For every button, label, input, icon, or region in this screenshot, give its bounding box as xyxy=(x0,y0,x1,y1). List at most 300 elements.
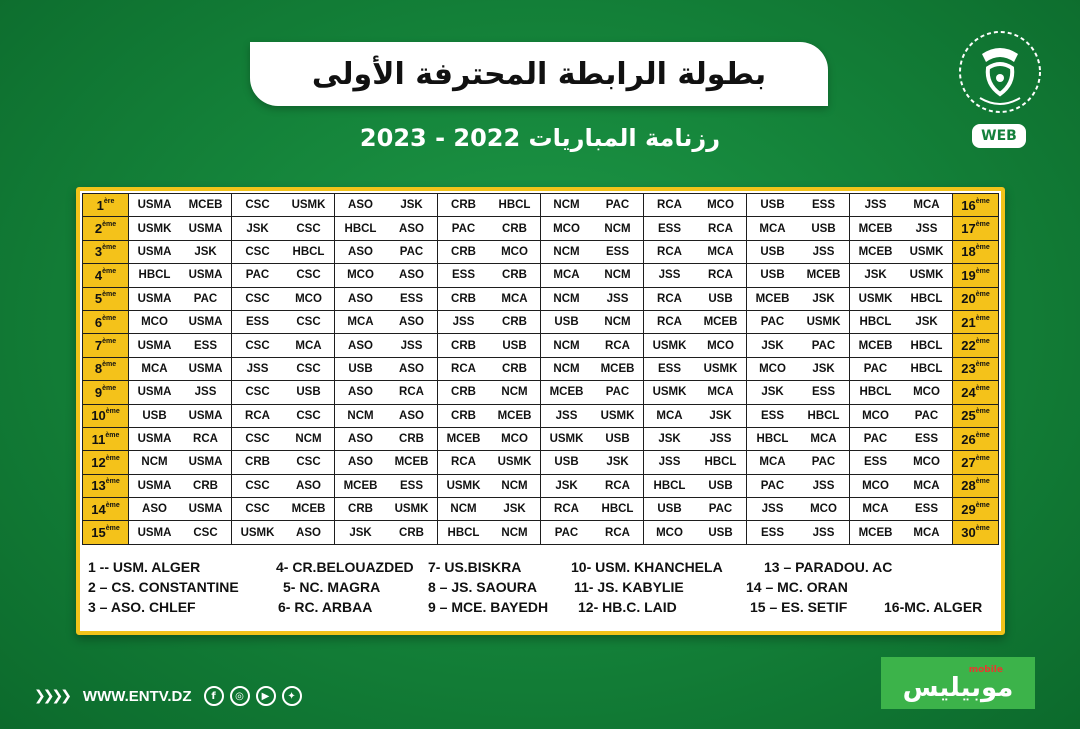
away-team: USMA xyxy=(180,404,232,427)
away-team: USMK xyxy=(386,498,438,521)
round-suffix: ème xyxy=(102,314,117,322)
round-label xyxy=(83,474,129,497)
legend-item: 15 – ES. SETIF xyxy=(750,599,848,615)
home-team: MCA xyxy=(850,498,902,521)
round-label xyxy=(83,498,129,521)
home-team: MCO xyxy=(850,474,902,497)
away-team: RCA xyxy=(180,427,232,450)
away-team: USMA xyxy=(180,451,232,474)
away-team: CRB xyxy=(180,474,232,497)
round-suffix: ème xyxy=(105,501,120,509)
home-team: ASO xyxy=(335,427,387,450)
away-team: MCO xyxy=(695,334,747,357)
home-team: USMK xyxy=(129,217,181,240)
home-team: CRB xyxy=(438,381,490,404)
away-team: USMK xyxy=(798,310,850,333)
away-team: MCEB xyxy=(798,264,850,287)
away-team: PAC xyxy=(798,451,850,474)
round-suffix: ème xyxy=(975,408,990,416)
round-number: 3 xyxy=(94,244,103,260)
home-team: HBCL xyxy=(129,264,181,287)
home-team: CRB xyxy=(438,240,490,263)
legend-item: 5- NC. MAGRA xyxy=(283,579,381,595)
home-team: MCO xyxy=(129,310,181,333)
home-team: PAC xyxy=(747,474,799,497)
away-team: ASO xyxy=(386,264,438,287)
away-team: USMK xyxy=(695,357,747,380)
legend-item: 16-MC. ALGER xyxy=(884,599,983,615)
round-label xyxy=(953,451,999,474)
away-team: USMA xyxy=(180,310,232,333)
home-team: USMA xyxy=(129,240,181,263)
away-team: JSK xyxy=(901,310,953,333)
schedule-sheet xyxy=(76,187,1005,635)
round-suffix: ème xyxy=(975,267,990,275)
round-suffix: ème xyxy=(102,244,117,252)
home-team: JSS xyxy=(232,357,284,380)
round-number: 2 xyxy=(94,221,103,237)
away-team: MCO xyxy=(695,194,747,217)
away-team: PAC xyxy=(180,287,232,310)
round-number: 25 xyxy=(961,408,976,424)
away-team: JSS xyxy=(901,217,953,240)
away-team: JSK xyxy=(180,240,232,263)
away-team: JSS xyxy=(798,474,850,497)
round-label xyxy=(953,357,999,380)
home-team: RCA xyxy=(644,194,696,217)
round-label xyxy=(953,404,999,427)
away-team: MCEB xyxy=(695,310,747,333)
sponsor-logo xyxy=(881,657,1035,709)
home-team: USB xyxy=(541,451,593,474)
away-team: USMK xyxy=(489,451,541,474)
home-team: ESS xyxy=(644,357,696,380)
home-team: CRB xyxy=(232,451,284,474)
away-team: PAC xyxy=(695,498,747,521)
home-team: NCM xyxy=(129,451,181,474)
home-team: ESS xyxy=(850,451,902,474)
home-team: HBCL xyxy=(335,217,387,240)
away-team: PAC xyxy=(386,240,438,263)
home-team: CSC xyxy=(232,194,284,217)
round-label xyxy=(83,521,129,544)
home-team: RCA xyxy=(541,498,593,521)
home-team: JSK xyxy=(232,217,284,240)
round-number: 27 xyxy=(961,454,976,470)
away-team: ESS xyxy=(798,381,850,404)
home-team: USB xyxy=(747,240,799,263)
home-team: PAC xyxy=(850,427,902,450)
away-team: RCA xyxy=(592,521,644,544)
away-team: HBCL xyxy=(901,287,953,310)
round-suffix: ème xyxy=(975,384,990,392)
home-team: CRB xyxy=(438,334,490,357)
away-team: MCEB xyxy=(592,357,644,380)
away-team: JSK xyxy=(798,287,850,310)
home-team: CSC xyxy=(232,334,284,357)
round-label xyxy=(83,357,129,380)
away-team: MCA xyxy=(489,287,541,310)
round-label xyxy=(953,264,999,287)
home-team: CSC xyxy=(232,474,284,497)
home-team: HBCL xyxy=(438,521,490,544)
away-team: USMK xyxy=(283,194,335,217)
round-suffix: ème xyxy=(105,431,120,439)
table-row xyxy=(83,474,999,497)
home-team: RCA xyxy=(644,240,696,263)
home-team: RCA xyxy=(438,451,490,474)
round-suffix: ème xyxy=(105,454,120,462)
home-team: PAC xyxy=(541,521,593,544)
home-team: HBCL xyxy=(850,310,902,333)
youtube-icon[interactable]: ▶ xyxy=(256,686,276,706)
home-team: MCEB xyxy=(541,381,593,404)
home-team: JSS xyxy=(850,194,902,217)
home-team: USB xyxy=(335,357,387,380)
home-team: USMA xyxy=(129,194,181,217)
round-number: 16 xyxy=(961,197,976,213)
home-team: ASO xyxy=(335,240,387,263)
channel-logo-icon xyxy=(952,24,1048,128)
round-suffix: ème xyxy=(975,478,990,486)
round-number: 22 xyxy=(961,338,976,354)
legend-item: 1 -- USM. ALGER xyxy=(88,559,201,575)
round-suffix: ème xyxy=(102,384,117,392)
web-badge: WEB xyxy=(972,124,1026,148)
round-label xyxy=(83,217,129,240)
home-team: USB xyxy=(747,194,799,217)
round-number: 19 xyxy=(961,267,976,283)
round-suffix: ème xyxy=(102,338,117,346)
away-team: NCM xyxy=(489,474,541,497)
away-team: MCA xyxy=(283,334,335,357)
home-team: USMA xyxy=(129,381,181,404)
home-team: MCEB xyxy=(438,427,490,450)
away-team: USMA xyxy=(180,357,232,380)
away-team: HBCL xyxy=(798,404,850,427)
away-team: CSC xyxy=(283,357,335,380)
home-team: HBCL xyxy=(850,381,902,404)
away-team: CSC xyxy=(283,217,335,240)
round-number: 14 xyxy=(91,501,106,517)
away-team: JSK xyxy=(489,498,541,521)
home-team: PAC xyxy=(747,310,799,333)
round-number: 4 xyxy=(94,267,103,283)
home-team: JSK xyxy=(747,334,799,357)
legend-item: 12- HB.C. LAID xyxy=(578,599,677,615)
home-team: CRB xyxy=(438,287,490,310)
round-label xyxy=(953,498,999,521)
page-subtitle: رزنامة المباريات 2022 - 2023 xyxy=(359,124,721,152)
away-team: ASO xyxy=(283,474,335,497)
home-team: MCEB xyxy=(850,240,902,263)
home-team: NCM xyxy=(438,498,490,521)
away-team: ESS xyxy=(592,240,644,263)
table-row xyxy=(83,334,999,357)
away-team: MCEB xyxy=(489,404,541,427)
away-team: CRB xyxy=(386,427,438,450)
home-team: ASO xyxy=(335,287,387,310)
away-team: CSC xyxy=(283,451,335,474)
round-suffix: ème xyxy=(102,221,117,229)
away-team: USB xyxy=(592,427,644,450)
home-team: MCO xyxy=(747,357,799,380)
table-row xyxy=(83,240,999,263)
home-team: USMA xyxy=(129,521,181,544)
home-team: MCA xyxy=(541,264,593,287)
away-team: USMA xyxy=(180,217,232,240)
legend-item: 7- US.BISKRA xyxy=(428,559,522,575)
away-team: MCO xyxy=(489,240,541,263)
table-row xyxy=(83,427,999,450)
table-row xyxy=(83,264,999,287)
home-team: CRB xyxy=(335,498,387,521)
round-label xyxy=(83,381,129,404)
away-team: RCA xyxy=(695,264,747,287)
home-team: MCO xyxy=(335,264,387,287)
away-team: JSK xyxy=(386,194,438,217)
legend-item: 9 – MCE. BAYEDH xyxy=(428,599,549,615)
away-team: USB xyxy=(695,474,747,497)
home-team: CSC xyxy=(232,427,284,450)
round-number: 29 xyxy=(961,501,976,517)
home-team: ASO xyxy=(335,334,387,357)
team-legend xyxy=(88,559,993,631)
round-number: 5 xyxy=(94,291,103,307)
away-team: USB xyxy=(695,287,747,310)
home-team: CRB xyxy=(438,404,490,427)
home-team: MCA xyxy=(747,451,799,474)
round-label xyxy=(83,334,129,357)
instagram-icon[interactable]: ◎ xyxy=(230,686,250,706)
chevrons-icon: ❯❯❯❯ xyxy=(34,688,69,704)
round-label xyxy=(953,334,999,357)
page-title: بطولة الرابطة المحترفة الأولى xyxy=(311,56,767,92)
round-label xyxy=(953,474,999,497)
round-label xyxy=(953,427,999,450)
away-team: USB xyxy=(489,334,541,357)
home-team: CRB xyxy=(438,194,490,217)
away-team: PAC xyxy=(901,404,953,427)
round-suffix: ème xyxy=(105,478,120,486)
round-number: 30 xyxy=(961,525,976,541)
away-team: JSK xyxy=(592,451,644,474)
home-team: ASO xyxy=(129,498,181,521)
round-label xyxy=(953,217,999,240)
home-team: USB xyxy=(541,310,593,333)
home-team: PAC xyxy=(438,217,490,240)
round-label xyxy=(83,194,129,217)
legend-item: 10- USM. KHANCHELA xyxy=(571,559,723,575)
away-team: ASO xyxy=(386,404,438,427)
home-team: USMK xyxy=(438,474,490,497)
sponsor-small-text: mobile xyxy=(968,665,1003,675)
away-team: CRB xyxy=(489,357,541,380)
home-team: NCM xyxy=(541,287,593,310)
round-suffix: ème xyxy=(975,525,990,533)
table-row xyxy=(83,381,999,404)
home-team: NCM xyxy=(541,357,593,380)
round-suffix: ère xyxy=(103,197,115,205)
round-suffix: ème xyxy=(975,291,990,299)
home-team: USMA xyxy=(129,334,181,357)
round-number: 12 xyxy=(91,454,106,470)
away-team: CRB xyxy=(489,217,541,240)
sponsor-name: موبيليس xyxy=(902,673,1014,703)
home-team: USB xyxy=(129,404,181,427)
away-team: NCM xyxy=(489,381,541,404)
twitter-icon[interactable]: ✦ xyxy=(282,686,302,706)
home-team: PAC xyxy=(232,264,284,287)
away-team: HBCL xyxy=(695,451,747,474)
away-team: PAC xyxy=(798,334,850,357)
away-team: JSS xyxy=(695,427,747,450)
legend-item: 2 – CS. CONSTANTINE xyxy=(88,579,239,595)
legend-item: 11- JS. KABYLIE xyxy=(574,579,684,595)
away-team: RCA xyxy=(592,334,644,357)
round-number: 26 xyxy=(961,431,976,447)
away-team: MCA xyxy=(901,474,953,497)
away-team: CSC xyxy=(180,521,232,544)
home-team: RCA xyxy=(438,357,490,380)
home-team: JSK xyxy=(644,427,696,450)
round-suffix: ème xyxy=(975,501,990,509)
home-team: MCO xyxy=(644,521,696,544)
table-row xyxy=(83,521,999,544)
away-team: MCO xyxy=(901,381,953,404)
away-team: USMK xyxy=(901,240,953,263)
table-row xyxy=(83,287,999,310)
away-team: PAC xyxy=(592,194,644,217)
legend-item: 13 – PARADOU. AC xyxy=(764,559,893,575)
round-number: 21 xyxy=(961,314,976,330)
home-team: USMK xyxy=(644,381,696,404)
home-team: CSC xyxy=(232,381,284,404)
away-team: ESS xyxy=(386,474,438,497)
home-team: CSC xyxy=(232,498,284,521)
table-row xyxy=(83,310,999,333)
legend-item: 4- CR.BELOUAZDED xyxy=(276,559,414,575)
away-team: PAC xyxy=(592,381,644,404)
away-team: JSS xyxy=(386,334,438,357)
round-number: 11 xyxy=(91,431,106,447)
away-team: HBCL xyxy=(901,334,953,357)
away-team: NCM xyxy=(592,217,644,240)
home-team: JSS xyxy=(747,498,799,521)
round-number: 10 xyxy=(91,408,106,424)
round-label xyxy=(83,404,129,427)
away-team: CRB xyxy=(386,521,438,544)
home-team: USMA xyxy=(129,474,181,497)
home-team: JSS xyxy=(644,451,696,474)
home-team: ASO xyxy=(335,194,387,217)
away-team: MCEB xyxy=(386,451,438,474)
home-team: MCO xyxy=(850,404,902,427)
round-number: 7 xyxy=(94,338,103,354)
home-team: ESS xyxy=(747,404,799,427)
round-suffix: ème xyxy=(102,361,117,369)
away-team: ESS xyxy=(901,427,953,450)
away-team: RCA xyxy=(386,381,438,404)
home-team: ESS xyxy=(644,217,696,240)
website-link[interactable]: WWW.ENTV.DZ xyxy=(82,687,192,705)
away-team: JSS xyxy=(798,240,850,263)
round-suffix: ème xyxy=(102,267,117,275)
legend-item: 14 – MC. ORAN xyxy=(746,579,848,595)
round-number: 6 xyxy=(94,314,103,330)
home-team: CSC xyxy=(232,240,284,263)
home-team: MCEB xyxy=(850,521,902,544)
round-label xyxy=(83,287,129,310)
round-number: 23 xyxy=(961,361,976,377)
home-team: ASO xyxy=(335,381,387,404)
channel-logo xyxy=(952,24,1048,150)
home-team: JSS xyxy=(644,264,696,287)
round-number: 17 xyxy=(961,221,976,237)
away-team: MCO xyxy=(489,427,541,450)
round-suffix: ème xyxy=(975,197,990,205)
away-team: USB xyxy=(695,521,747,544)
round-number: 24 xyxy=(961,384,976,400)
table-row xyxy=(83,498,999,521)
away-team: CSC xyxy=(283,310,335,333)
home-team: MCEB xyxy=(747,287,799,310)
home-team: USB xyxy=(644,498,696,521)
away-team: ESS xyxy=(901,498,953,521)
home-team: USMK xyxy=(541,427,593,450)
round-label xyxy=(953,194,999,217)
facebook-icon[interactable]: f xyxy=(204,686,224,706)
legend-item: 8 – JS. SAOURA xyxy=(428,579,537,595)
away-team: USMK xyxy=(592,404,644,427)
home-team: NCM xyxy=(541,334,593,357)
legend-item: 6- RC. ARBAA xyxy=(278,599,373,615)
table-row xyxy=(83,357,999,380)
home-team: NCM xyxy=(541,194,593,217)
away-team: ESS xyxy=(386,287,438,310)
away-team: MCO xyxy=(283,287,335,310)
home-team: HBCL xyxy=(644,474,696,497)
away-team: USB xyxy=(798,217,850,240)
away-team: ASO xyxy=(386,217,438,240)
round-number: 1 xyxy=(96,197,104,213)
away-team: MCEB xyxy=(283,498,335,521)
round-number: 9 xyxy=(94,384,103,400)
round-label xyxy=(953,287,999,310)
round-label xyxy=(953,381,999,404)
away-team: ASO xyxy=(386,357,438,380)
home-team: USMA xyxy=(129,287,181,310)
home-team: MCA xyxy=(335,310,387,333)
home-team: MCEB xyxy=(850,217,902,240)
away-team: MCO xyxy=(798,498,850,521)
round-suffix: ème xyxy=(975,338,990,346)
home-team: MCA xyxy=(129,357,181,380)
home-team: USB xyxy=(747,264,799,287)
home-team: ASO xyxy=(335,451,387,474)
round-number: 8 xyxy=(94,361,103,377)
table-row xyxy=(83,451,999,474)
away-team: MCA xyxy=(901,194,953,217)
round-label xyxy=(83,240,129,263)
round-label xyxy=(83,310,129,333)
round-label xyxy=(83,264,129,287)
round-label xyxy=(83,451,129,474)
away-team: NCM xyxy=(592,310,644,333)
away-team: NCM xyxy=(592,264,644,287)
round-suffix: ème xyxy=(975,454,990,462)
away-team: CSC xyxy=(283,404,335,427)
